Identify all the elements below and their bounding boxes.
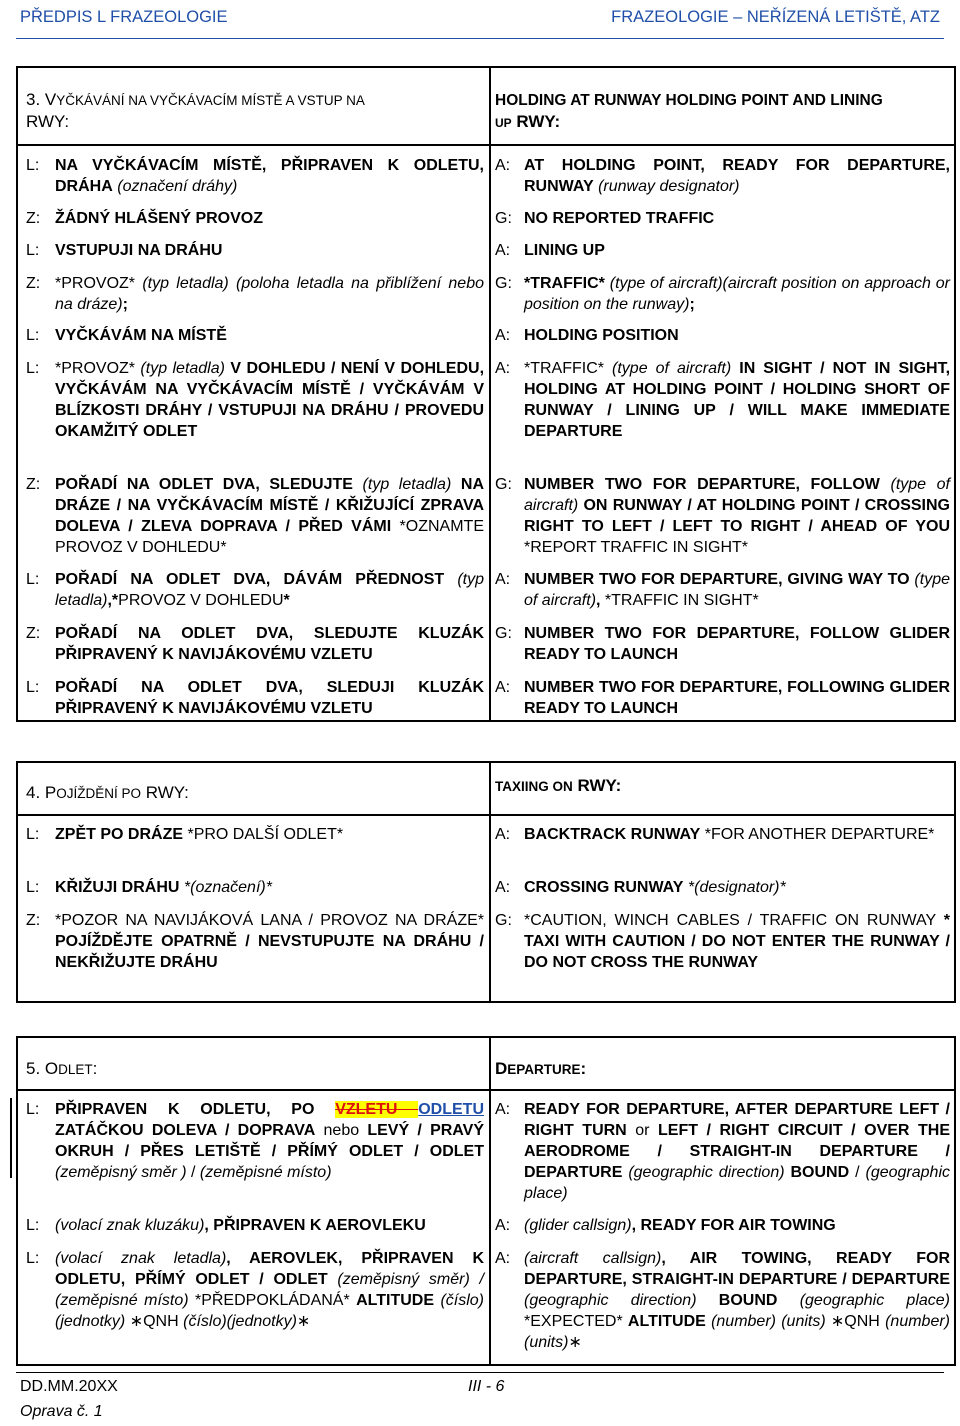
- s4-row1-right: A: BACKTRACK RUNWAY *FOR ANOTHER DEPARTURE*: [495, 826, 935, 843]
- s3-row10-right: A: NUMBER TWO FOR DEPARTURE, FOLLOWING GLIDER READY TO LAUNCH: [495, 679, 950, 717]
- s3-row6-right: A: *TRAFFIC* (type of aircraft) IN SIGHT / NOT IN SIGHT, HOLDING AT HOLDING POINT / HOLDING SHORT OF RUNWAY / LINING UP / WILL MAKE IMMEDIATE DEPARTURE: [495, 360, 951, 440]
- footer-page: III - 6: [468, 1378, 505, 1395]
- section-5-box: [16, 1036, 956, 1366]
- s5-row1-left: L: PŘIPRAVEN K ODLETU, PO VZLETU ODLETU ZATÁČKOU DOLEVA / DOPRAVA nebo LEVÝ / PRAVÝ OKRUH / PŘES LETIŠTĚ / PŘÍMÝ ODLET / ODLET (zeměpisný směr ) / (zeměpisné místo): [26, 1101, 485, 1181]
- s4-row2-right: A: CROSSING RUNWAY *(designator)*: [495, 879, 786, 896]
- s3-row2-left: Z: ŽÁDNÝ HLÁŠENÝ PROVOZ: [26, 210, 264, 227]
- s3-row3-right: A: LINING UP: [495, 242, 605, 259]
- s5-row3-right: A: (aircraft callsign), AIR TOWING, READY FOR DEPARTURE, STRAIGHT-IN DEPARTURE / DEPARTURE (geographic direction) BOUND (geographic place) *EXPECTED* ALTITUDE (number) (units) ∗QNH (number)(units)∗: [495, 1250, 951, 1351]
- s3-row7-right: G: NUMBER TWO FOR DEPARTURE, FOLLOW (type of aircraft) ON RUNWAY / AT HOLDING POINT / CROSSING RIGHT TO LEFT / LEFT TO RIGHT / AHEAD OF YOU *REPORT TRAFFIC IN SIGHT*: [495, 476, 951, 556]
- section-5-title-en: DEPARTURE:: [495, 1059, 587, 1078]
- s3-row10-left: L: POŘADÍ NA ODLET DVA, SLEDUJI KLUZÁK PŘIPRAVENÝ K NAVIJÁKOVÉMU VZLETU: [26, 679, 484, 717]
- s3-row9-right: G: NUMBER TWO FOR DEPARTURE, FOLLOW GLIDER READY TO LAUNCH: [495, 625, 950, 663]
- s4-row3-left: Z: *POZOR NA NAVIJÁKOVÁ LANA / PROVOZ NA DRÁZE* POJÍŽDĚJTE OPATRNĚ / NEVSTUPUJTE NA DRÁHU / NEKŘIŽUJTE DRÁHU: [26, 912, 484, 971]
- page-header: [20, 8, 940, 32]
- s3-row8-left: L: POŘADÍ NA ODLET DVA, DÁVÁM PŘEDNOST (typ letadla),*PROVOZ V DOHLEDU*: [26, 571, 484, 609]
- s4-row3-right: G: *CAUTION, WINCH CABLES / TRAFFIC ON RUNWAY * TAXI WITH CAUTION / DO NOT ENTER THE RUNWAY / DO NOT CROSS THE RUNWAY: [495, 912, 950, 971]
- footer-date: DD.MM.20XX: [20, 1378, 118, 1395]
- s5-row2-left: L: (volací znak kluzáku), PŘIPRAVEN K AEROVLEKU: [26, 1217, 426, 1234]
- s3-row9-left: Z: POŘADÍ NA ODLET DVA, SLEDUJTE KLUZÁK PŘIPRAVENÝ K NAVIJÁKOVÉMU VZLETU: [26, 625, 484, 663]
- s3-row6-left: L: *PROVOZ* (typ letadla) V DOHLEDU / NENÍ V DOHLEDU, VYČKÁVÁM NA VYČKÁVACÍM MÍSTĚ / VYČKÁVÁM V BLÍZKOSTI DRÁHY / VSTUPUJI NA DRÁHU / PROVEDU OKAMŽITÝ ODLET: [26, 360, 485, 440]
- s3-row1-left: L: NA VYČKÁVACÍM MÍSTĚ, PŘIPRAVEN K ODLETU, DRÁHA (označení dráhy): [26, 157, 484, 195]
- s5-row1-right: A: READY FOR DEPARTURE, AFTER DEPARTURE LEFT / RIGHT TURN or LEFT / RIGHT CIRCUIT / OVER THE AERODROME / STRAIGHT-IN DEPARTURE / DEPARTURE (geographic direction) BOUND / (geographic place): [495, 1101, 950, 1202]
- footer-amendment: Oprava č. 1: [20, 1403, 103, 1420]
- section-3-box: [16, 66, 956, 722]
- section-5-title-cz: 5. ODLET:: [26, 1059, 98, 1078]
- s5-row3-left: L: (volací znak letadla), AEROVLEK, PŘIPRAVEN K ODLETU, PŘÍMÝ ODLET / ODLET (zeměpisný směr) / (zeměpisné místo) *PŘEDPOKLÁDANÁ* ALTITUDE (číslo)(jednotky) ∗QNH (číslo)(jednotky)∗: [26, 1250, 485, 1330]
- header-rule: [16, 38, 944, 39]
- footer-rule: [16, 1372, 944, 1373]
- header-left: PŘEDPIS L FRAZEOLOGIE: [20, 8, 228, 26]
- section-3-title-en: HOLDING AT RUNWAY HOLDING POINT AND LINING UP RWY:: [495, 92, 883, 131]
- s3-row5-left: L: VYČKÁVÁM NA MÍSTĚ: [26, 327, 227, 344]
- title-divider: [18, 144, 954, 146]
- s3-row2-right: G: NO REPORTED TRAFFIC: [495, 210, 715, 227]
- s3-row4-right: G: *TRAFFIC* (type of aircraft)(aircraft position on approach or position on the runway);: [495, 275, 950, 313]
- header-right: FRAZEOLOGIE – NEŘÍZENÁ LETIŠTĚ, ATZ: [611, 8, 940, 26]
- column-divider: [489, 68, 491, 720]
- title-divider: [18, 1089, 954, 1091]
- s5-row2-right: A: (glider callsign), READY FOR AIR TOWING: [495, 1217, 836, 1234]
- section-4-title-cz: 4. POJÍŽDĚNÍ PO RWY:: [26, 783, 189, 802]
- column-divider: [489, 1038, 491, 1364]
- s3-row7-left: Z: POŘADÍ NA ODLET DVA, SLEDUJTE (typ letadla) NA DRÁZE / NA VYČKÁVACÍM MÍSTĚ / KŘIŽUJÍCÍ ZPRAVA DOLEVA / ZLEVA DOPRAVA / PŘED VÁMI *OZNAMTE PROVOZ V DOHLEDU*: [26, 476, 485, 556]
- s4-row2-left: L: KŘIŽUJI DRÁHU *(označení)*: [26, 879, 272, 896]
- section-3-title-cz: 3. VYČKÁVÁNÍ NA VYČKÁVACÍM MÍSTĚ A VSTUP NA RWY:: [26, 90, 365, 131]
- s3-row8-right: A: NUMBER TWO FOR DEPARTURE, GIVING WAY TO (type of aircraft), *TRAFFIC IN SIGHT*: [495, 571, 950, 609]
- column-divider: [489, 763, 491, 1001]
- change-bar: [10, 1098, 12, 1178]
- inserted-word: ODLETU: [418, 1101, 484, 1118]
- title-divider: [18, 814, 954, 816]
- s3-row5-right: A: HOLDING POSITION: [495, 327, 679, 344]
- section-4-box: [16, 761, 956, 1003]
- s4-row1-left: L: ZPĚT PO DRÁZE *PRO DALŠÍ ODLET*: [26, 826, 344, 843]
- s3-row4-left: Z: *PROVOZ* (typ letadla) (poloha letadla na přiblížení nebo na dráze);: [26, 275, 485, 313]
- struck-word: VZLETU: [335, 1101, 419, 1118]
- s3-row3-left: L: VSTUPUJI NA DRÁHU: [26, 242, 223, 259]
- s3-row1-right: A: AT HOLDING POINT, READY FOR DEPARTURE, RUNWAY (runway designator): [495, 157, 950, 195]
- section-4-title-en: TAXIING ON RWY:: [495, 776, 622, 795]
